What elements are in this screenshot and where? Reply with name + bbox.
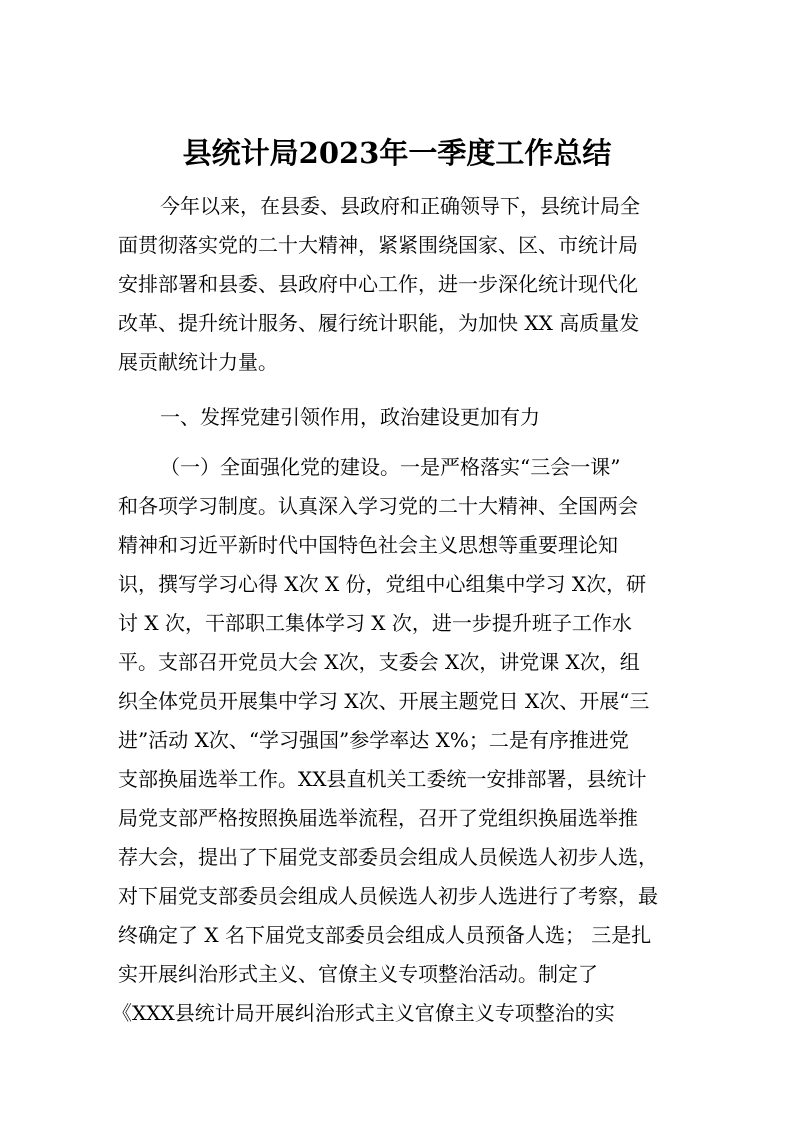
paragraph-line: 实开展纠治形式主义、官僚主义专项整治活动。制定了	[118, 962, 598, 986]
paragraph-line: 今年以来，在县委、县政府和正确领导下，县统计局全	[160, 194, 640, 218]
paragraph-line: 局党支部严格按照换届选举流程，召开了党组织换届选举推	[118, 806, 638, 830]
paragraph-line: 讨 X 次，干部职工集体学习 X 次，进一步提升班子工作水	[118, 611, 632, 635]
paragraph-line: 识，撰写学习心得 X次 X 份，党组中心组集中学习 X次，研	[118, 572, 647, 596]
paragraph-line: 安排部署和县委、县政府中心工作，进一步深化统计现代化	[118, 272, 638, 296]
paragraph-line: 和各项学习制度。认真深入学习党的二十大精神、全国两会	[118, 494, 638, 518]
paragraph-line: 面贯彻落实党的二十大精神，紧紧围绕国家、区、市统计局	[118, 233, 638, 257]
paragraph-line: 《XXX县统计局开展纠治形式主义官僚主义专项整治的实	[112, 1001, 615, 1025]
paragraph-line: 平。支部召开党员大会 X次，支委会 X次，讲党课 X次，组	[118, 650, 640, 674]
paragraph-line: 展贡献统计力量。	[118, 350, 278, 374]
paragraph-line: 精神和习近平新时代中国特色社会主义思想等重要理论知	[118, 533, 618, 557]
paragraph-line: 进”活动 X次、“学习强国”参学率达 X%；二是有序推进党	[118, 728, 629, 752]
paragraph-line: 荐大会，提出了下届党支部委员会组成人员候选人初步人选，	[118, 845, 658, 869]
document-title: 县统计局2023年一季度工作总结	[182, 136, 612, 170]
paragraph-line: （一）全面强化党的建设。一是严格落实“三会一课”	[160, 455, 621, 479]
paragraph-line: 织全体党员开展集中学习 X次、开展主题党日 X次、开展“三	[118, 689, 650, 713]
paragraph-line: 改革、提升统计服务、履行统计职能，为加快 XX 高质量发	[118, 311, 640, 335]
paragraph-line: 对下届党支部委员会组成人员候选人初步人选进行了考察，最	[118, 884, 658, 908]
section-heading: 一、发挥党建引领作用，政治建设更加有力	[160, 405, 540, 429]
paragraph-line: 支部换届选举工作。XX县直机关工委统一安排部署，县统计	[118, 767, 647, 791]
paragraph-line: 终确定了 X 名下届党支部委员会组成人员预备人选； 三是扎	[118, 923, 652, 947]
